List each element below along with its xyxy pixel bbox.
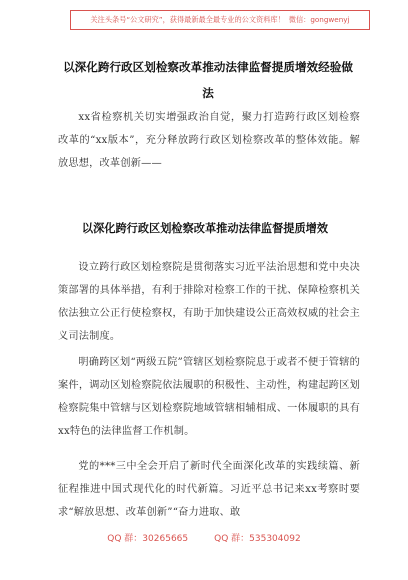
- banner-wechat: 微信：gongwenyj: [288, 15, 350, 24]
- body-paragraph-2: 明确跨区划“两级五院”管辖区划检察院息于或者不便于管辖的案件，调动区划检察院依法履职的积极性、主动性，构建起跨区划检察院集中管辖与区划检察院地域管辖相辅相成、一体履职的具有xx特色的法律监督工作机制。: [58, 357, 360, 437]
- footer-qq-groups: [0, 531, 408, 544]
- body-paragraph-3: 党的***三中全会开启了新时代全面深化改革的实践续篇、新征程推进中国式现代化的时代新篇。习近平总书记来xx考察时要求“解放思想、改革创新”“奋力进取、敢: [58, 461, 360, 518]
- intro-paragraph: xx省检察机关切实增强政治自觉，聚力打造跨行政区划检察改革的“xx版本”，充分释放跨行政区划检察改革的整体效能。解放思想，改革创新——: [58, 112, 360, 169]
- footer-qq-group-2: QQ 群：535304092: [214, 534, 301, 544]
- footer-qq-group-1: QQ 群：30265665: [107, 534, 189, 544]
- document-title: 以深化跨行政区划检察改革推动法律监督提质增效经验做法: [63, 60, 353, 100]
- promo-banner: [70, 10, 370, 30]
- section-heading: 以深化跨行政区划检察改革推动法律监督提质增效: [81, 222, 329, 235]
- banner-text: 关注头条号“公文研究”，获得最新最全最专业的公文资料库！: [90, 15, 285, 24]
- body-paragraph-1: 设立跨行政区划检察院是贯彻落实习近平法治思想和党中央决策部署的具体举措，有利于排除对检察工作的干扰、保障检察机关依法独立公正行使检察权，有助于加快建设公正高效权威的社会主义司法制度。: [58, 262, 360, 342]
